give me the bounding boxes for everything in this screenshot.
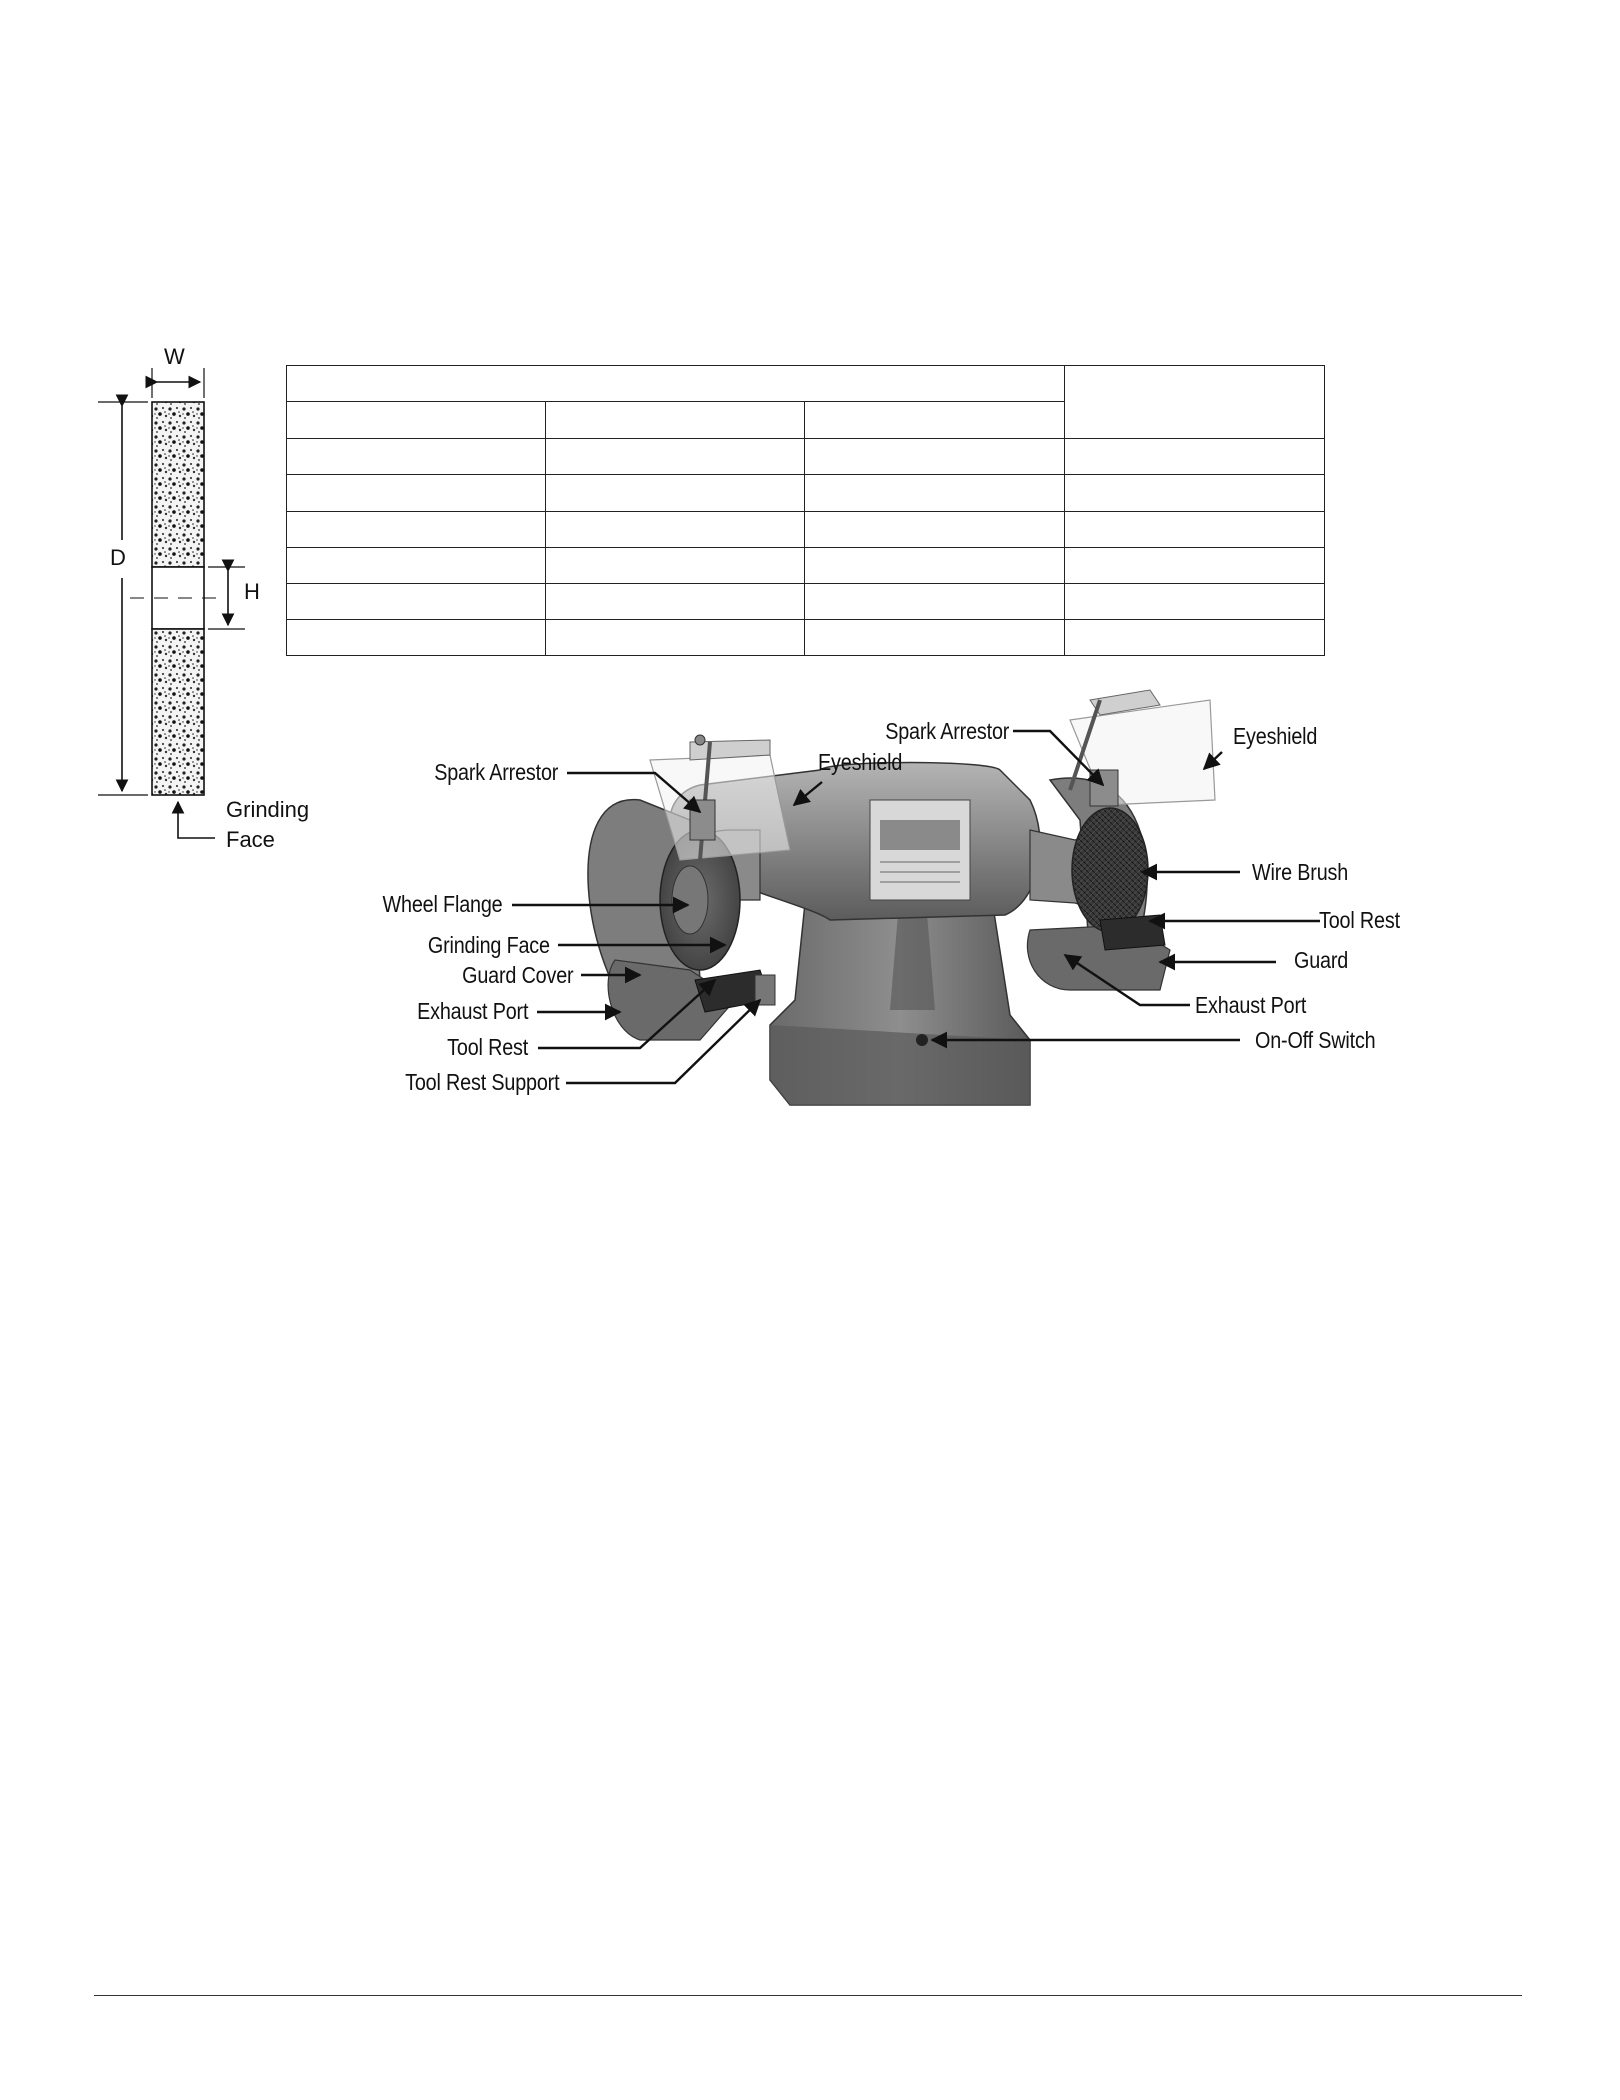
- grinding-face-label-line1: Grinding: [226, 797, 310, 822]
- footer-rule: [94, 1995, 1522, 1996]
- label-right-spark-arrestor: Spark Arrestor: [884, 718, 1009, 744]
- label-left-spark-arrestor: Spark Arrestor: [433, 759, 558, 785]
- label-left-exhaust-port: Exhaust Port: [416, 998, 528, 1024]
- wire-brush-wheel: [1072, 808, 1148, 932]
- grinding-face-label-line2: Face: [226, 827, 275, 852]
- label-right-tool-rest: Tool Rest: [1319, 907, 1400, 933]
- label-right-eyeshield: Eyeshield: [1233, 723, 1318, 749]
- label-on-off-switch: On-Off Switch: [1255, 1027, 1376, 1053]
- label-left-eyeshield: Eyeshield: [818, 749, 903, 775]
- label-right-exhaust-port: Exhaust Port: [1195, 992, 1307, 1018]
- label-wheel-flange: Wheel Flange: [383, 891, 503, 917]
- label-left-tool-rest: Tool Rest: [447, 1034, 528, 1060]
- label-guard-cover: Guard Cover: [461, 962, 573, 988]
- diameter-label: D: [110, 545, 126, 570]
- label-wire-brush: Wire Brush: [1252, 859, 1349, 885]
- width-label: W: [164, 344, 185, 369]
- label-tool-rest-support: Tool Rest Support: [404, 1069, 559, 1095]
- left-wheel-flange: [672, 866, 708, 934]
- label-guard: Guard: [1294, 947, 1349, 973]
- label-grinding-face: Grinding Face: [428, 932, 550, 958]
- on-off-switch-knob: [916, 1034, 928, 1046]
- hole-label: H: [244, 579, 260, 604]
